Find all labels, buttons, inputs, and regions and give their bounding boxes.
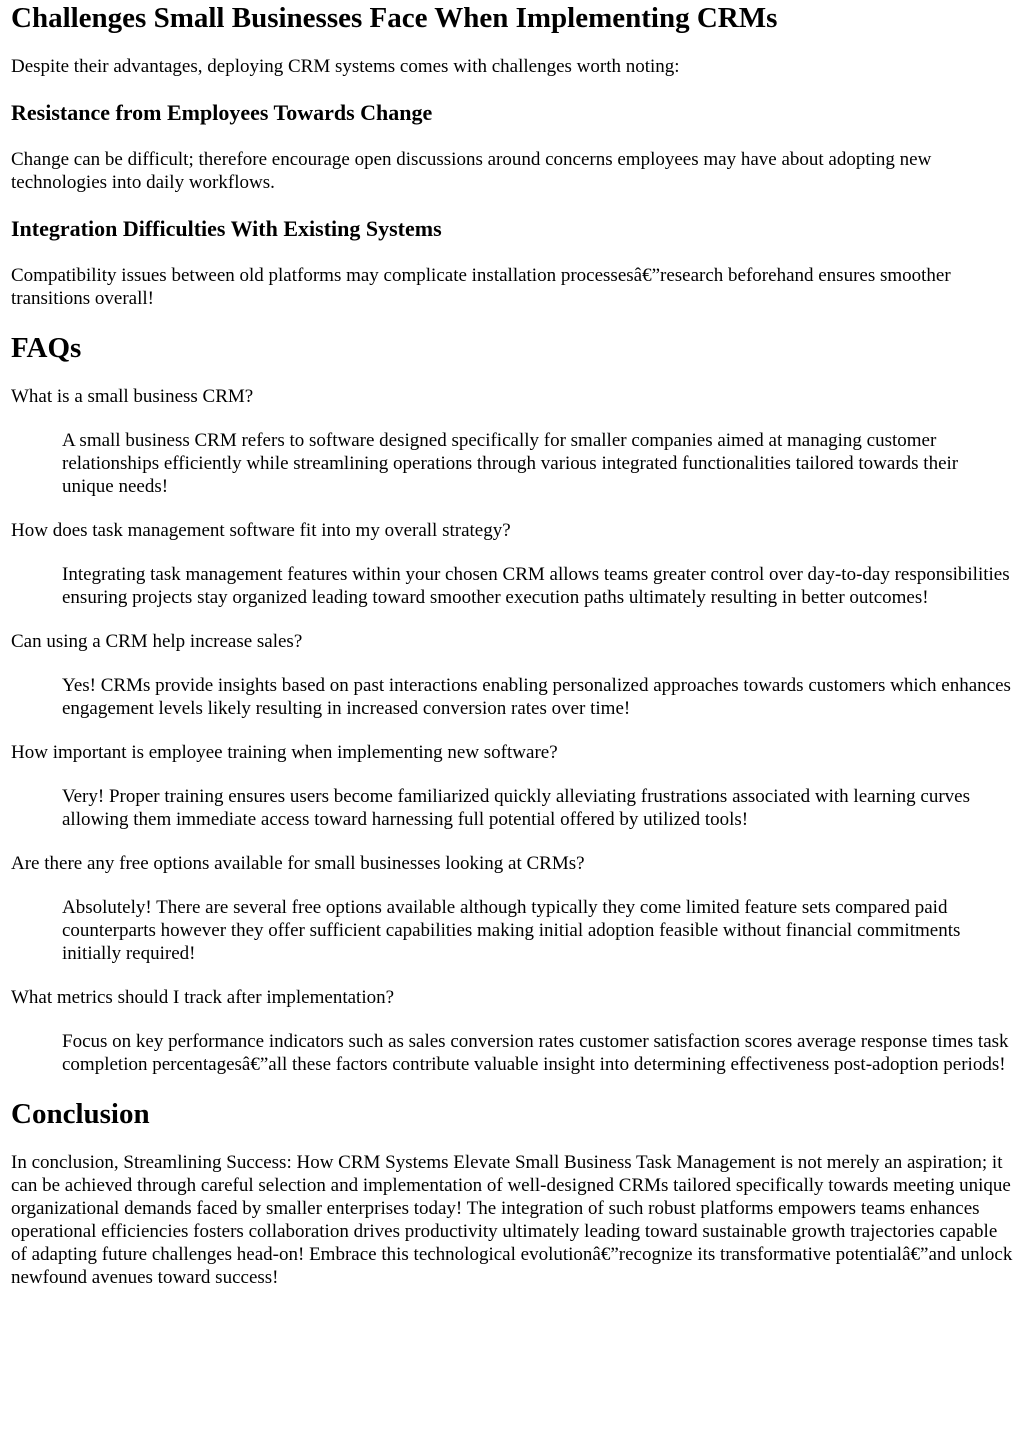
integration-text: Compatibility issues between old platforms may complicate installation processesâ€”research beforehand ensures smoother transitions overall! [11,265,951,309]
faqs-heading: FAQs [11,332,82,364]
faq-answer: Very! Proper training ensures users become familiarized quickly alleviating frustrations associated with learning curves allowing them immediate access toward harnessing full potential offered by utilized tools! [62,786,971,830]
faq-question: Are there any free options available for small businesses looking at CRMs? [11,853,585,874]
faq-answer: Yes! CRMs provide insights based on past interactions enabling personalized approaches towards customers which enhances engagement levels likely resulting in increased conversion rates over time! [62,675,1011,719]
conclusion-heading: Conclusion [11,1098,150,1130]
faq-question: Can using a CRM help increase sales? [11,631,303,652]
faq-question: What is a small business CRM? [11,386,254,407]
faq-answer: Focus on key performance indicators such as sales conversion rates customer satisfaction scores average response times task completion percentagesâ€”all these factors contribute valuable insight into determining effectiveness post-adoption periods! [62,1031,1009,1075]
faq-question: How important is employee training when implementing new software? [11,742,558,763]
challenges-heading: Challenges Small Businesses Face When Implementing CRMs [11,2,778,34]
faq-answer: Integrating task management features within your chosen CRM allows teams greater control over day-to-day responsibilities ensuring projects stay organized leading toward smoother execution paths ultimately resulting in better outcomes! [62,564,1010,608]
faq-list [11,385,1013,1076]
faq-answer: A small business CRM refers to software designed specifically for smaller companies aimed at managing customer relationships efficiently while streamlining operations through various integrated functionalities tailored towards their unique needs! [62,430,959,497]
faq-question: What metrics should I track after implementation? [11,987,395,1008]
integration-heading: Integration Difficulties With Existing Systems [11,216,442,241]
conclusion-text: In conclusion, Streamlining Success: How CRM Systems Elevate Small Business Task Management is not merely an aspiration; it can be achieved through careful selection and implementation of well-designed CRMs tailored specifically towards meeting unique organizational demands faced by smaller enterprises today! The integration of such robust platforms empowers teams enhances operational efficiencies fosters collaboration drives productivity ultimately leading toward sustainable growth trajectories capable of adapting future challenges head-on! Embrace this technological evolutionâ€”recognize its transformative potentialâ€”and unlock newfound avenues toward success! [11,1152,1013,1288]
faq-question: How does task management software fit into my overall strategy? [11,520,511,541]
resistance-text: Change can be difficult; therefore encourage open discussions around concerns employees may have about adopting new technologies into daily workflows. [11,149,932,193]
resistance-heading: Resistance from Employees Towards Change [11,100,433,125]
challenges-intro: Despite their advantages, deploying CRM systems comes with challenges worth noting: [11,56,680,77]
faq-answer: Absolutely! There are several free options available although typically they come limited feature sets compared paid counterparts however they offer sufficient capabilities making initial adoption feasible without financial commitments initially required! [62,897,961,964]
